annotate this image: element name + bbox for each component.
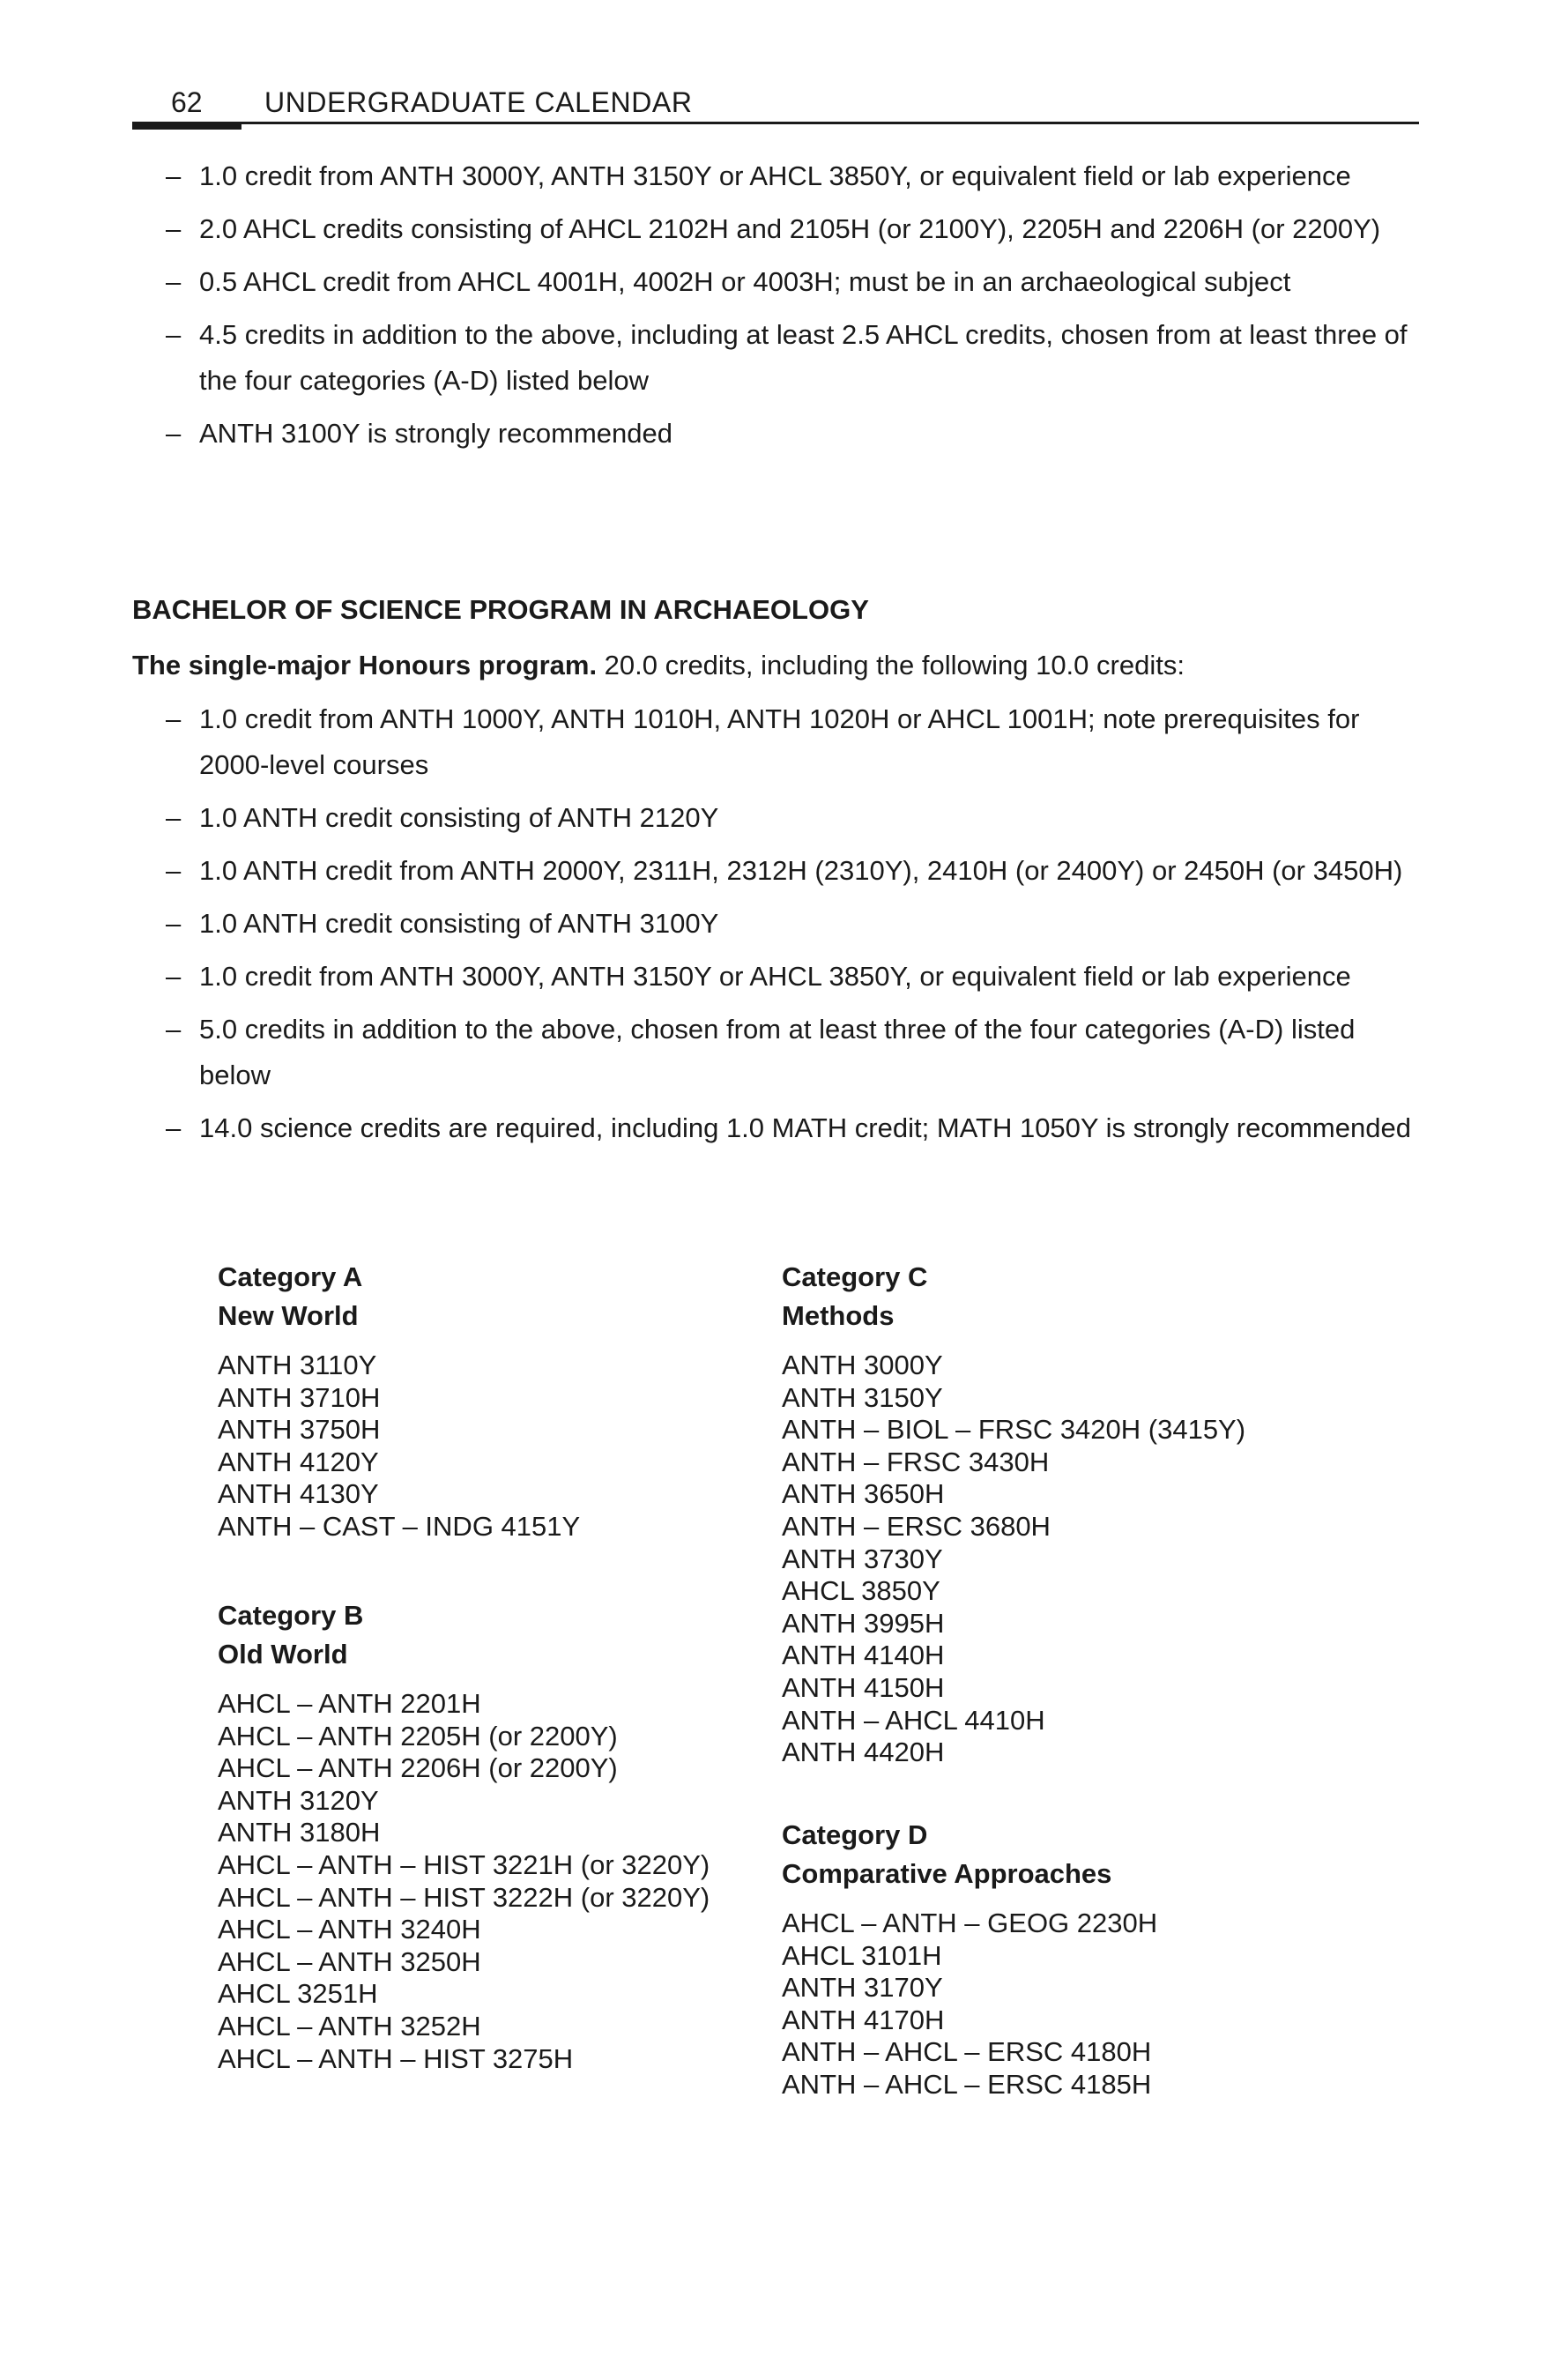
list-item: – 5.0 credits in addition to the above, chosen from at least three of the four categories (A-D) listed below bbox=[166, 1007, 1417, 1098]
course-item: ANTH 4120Y bbox=[218, 1446, 379, 1477]
category-d bbox=[782, 1816, 1328, 2101]
list-item: – 1.0 ANTH credit consisting of ANTH 3100Y bbox=[166, 901, 1417, 947]
course-item: AHCL – ANTH 2205H (or 2200Y) bbox=[218, 1720, 618, 1752]
dash-bullet: – bbox=[166, 908, 182, 939]
category-b bbox=[218, 1596, 764, 2075]
program-intro-bold: The single-major Honours program. bbox=[132, 650, 598, 681]
course-list bbox=[218, 1350, 764, 1543]
course-item: ANTH 3650H bbox=[782, 1478, 945, 1510]
dash-bullet: – bbox=[166, 961, 182, 992]
course-item: ANTH 4170H bbox=[782, 2004, 945, 2035]
category-c bbox=[782, 1258, 1328, 1769]
list-item: – 0.5 AHCL credit from AHCL 4001H, 4002H or 4003H; must be in an archaeological subject bbox=[166, 259, 1417, 305]
dash-bullet: – bbox=[166, 703, 182, 734]
course-item: ANTH – AHCL – ERSC 4180H bbox=[782, 2036, 1152, 2068]
dash-bullet: – bbox=[166, 1014, 182, 1045]
course-item: AHCL – ANTH – HIST 3222H (or 3220Y) bbox=[218, 1881, 710, 1913]
list-item: – 14.0 science credits are required, including 1.0 MATH credit; MATH 1050Y is strongly recommended bbox=[166, 1105, 1417, 1151]
course-item: ANTH – BIOL – FRSC 3420H (3415Y) bbox=[782, 1414, 1246, 1446]
category-subtitle: Methods bbox=[782, 1300, 895, 1331]
course-item: AHCL 3850Y bbox=[782, 1575, 940, 1607]
dash-bullet: – bbox=[166, 213, 182, 244]
category-subtitle: New World bbox=[218, 1300, 359, 1331]
bsc-requirements-list bbox=[166, 696, 1417, 1158]
running-header bbox=[132, 78, 1419, 125]
list-item: – 1.0 credit from ANTH 3000Y, ANTH 3150Y or AHCL 3850Y, or equivalent field or lab experience bbox=[166, 153, 1417, 199]
section-heading: BACHELOR OF SCIENCE PROGRAM IN ARCHAEOLOGY bbox=[132, 594, 869, 625]
course-list bbox=[218, 1688, 764, 2075]
category-subtitle: Old World bbox=[218, 1639, 348, 1670]
running-title: UNDERGRADUATE CALENDAR bbox=[264, 86, 693, 118]
list-item: – 1.0 credit from ANTH 1000Y, ANTH 1010H, ANTH 1020H or AHCL 1001H; note prerequisites for 2000-level courses bbox=[166, 696, 1417, 788]
course-item: ANTH – AHCL – ERSC 4185H bbox=[782, 2068, 1152, 2100]
course-item: ANTH 3750H bbox=[218, 1414, 381, 1446]
course-item: ANTH 3995H bbox=[782, 1607, 945, 1639]
category-title: Category D bbox=[782, 1819, 928, 1850]
dash-bullet: – bbox=[166, 418, 182, 449]
course-item: ANTH 3000Y bbox=[782, 1350, 943, 1380]
category-title: Category A bbox=[218, 1261, 363, 1292]
list-item: – 1.0 ANTH credit from ANTH 2000Y, 2311H, 2312H (2310Y), 2410H (or 2400Y) or 2450H (or 3450H) bbox=[166, 848, 1417, 894]
list-item: – 1.0 ANTH credit consisting of ANTH 2120Y bbox=[166, 795, 1417, 841]
course-item: AHCL – ANTH 2206H (or 2200Y) bbox=[218, 1752, 618, 1784]
program-intro-text: 20.0 credits, including the following 10.0 credits: bbox=[597, 650, 1185, 681]
course-item: AHCL 3101H bbox=[782, 1939, 942, 1971]
course-item: ANTH 3110Y bbox=[218, 1350, 377, 1380]
course-item: ANTH 4130Y bbox=[218, 1478, 379, 1510]
program-intro bbox=[132, 644, 1185, 687]
header-rule-tab bbox=[132, 122, 241, 130]
course-item: ANTH 3170Y bbox=[782, 1972, 943, 2004]
course-item: AHCL – ANTH – GEOG 2230H bbox=[782, 1908, 1158, 1938]
dash-bullet: – bbox=[166, 160, 182, 191]
course-item: ANTH 3180H bbox=[218, 1817, 381, 1848]
list-item: – ANTH 3100Y is strongly recommended bbox=[166, 411, 1417, 457]
course-item: AHCL – ANTH 3250H bbox=[218, 1945, 481, 1977]
course-item: ANTH 3710H bbox=[218, 1381, 381, 1413]
list-item: – 1.0 credit from ANTH 3000Y, ANTH 3150Y or AHCL 3850Y, or equivalent field or lab experience bbox=[166, 954, 1417, 1000]
course-item: ANTH 4420H bbox=[782, 1737, 945, 1768]
course-item: AHCL 3251H bbox=[218, 1978, 378, 2010]
course-item: ANTH 4150H bbox=[782, 1671, 945, 1703]
course-item: ANTH – ERSC 3680H bbox=[782, 1510, 1051, 1542]
course-item: ANTH 3150Y bbox=[782, 1381, 943, 1413]
course-item: ANTH 3120Y bbox=[218, 1784, 379, 1816]
header-rule bbox=[132, 122, 1419, 124]
dash-bullet: – bbox=[166, 802, 182, 833]
course-item: ANTH 4140H bbox=[782, 1640, 945, 1671]
course-item: ANTH – FRSC 3430H bbox=[782, 1446, 1050, 1477]
course-item: AHCL – ANTH – HIST 3221H (or 3220Y) bbox=[218, 1848, 710, 1880]
category-subtitle: Comparative Approaches bbox=[782, 1858, 1112, 1889]
course-item: AHCL – ANTH – HIST 3275H bbox=[218, 2042, 574, 2074]
category-a bbox=[218, 1258, 764, 1543]
category-title: Category B bbox=[218, 1600, 364, 1631]
dash-bullet: – bbox=[166, 1112, 182, 1143]
course-list bbox=[782, 1350, 1328, 1769]
dash-bullet: – bbox=[166, 855, 182, 886]
course-list bbox=[782, 1908, 1328, 2101]
category-title: Category C bbox=[782, 1261, 928, 1292]
course-item: AHCL – ANTH 3240H bbox=[218, 1914, 481, 1945]
dash-bullet: – bbox=[166, 319, 182, 350]
course-item: ANTH 3730Y bbox=[782, 1543, 943, 1574]
list-item: – 2.0 AHCL credits consisting of AHCL 2102H and 2105H (or 2100Y), 2205H and 2206H (or 2200Y) bbox=[166, 206, 1417, 252]
ba-requirements-list bbox=[166, 153, 1417, 464]
course-item: ANTH – AHCL 4410H bbox=[782, 1704, 1045, 1736]
course-item: AHCL – ANTH 2201H bbox=[218, 1688, 481, 1719]
page-number: 62 bbox=[171, 86, 203, 118]
dash-bullet: – bbox=[166, 266, 182, 297]
course-item: ANTH – CAST – INDG 4151Y bbox=[218, 1510, 581, 1542]
list-item: – 4.5 credits in addition to the above, including at least 2.5 AHCL credits, chosen from at least three of the four categories (A-D) listed below bbox=[166, 312, 1417, 404]
course-item: AHCL – ANTH 3252H bbox=[218, 2010, 481, 2042]
